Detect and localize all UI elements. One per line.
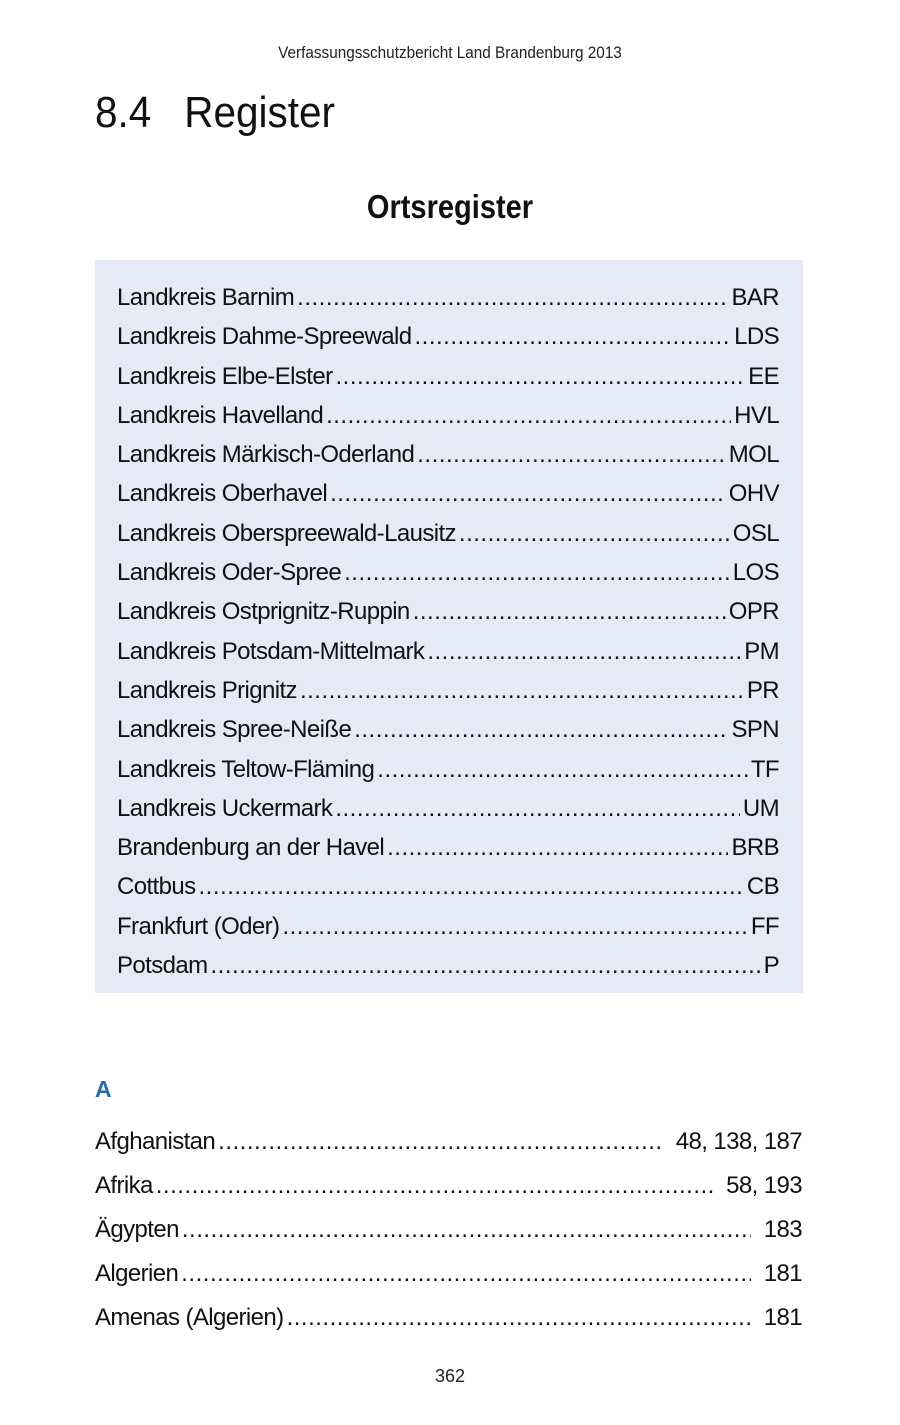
- ort-entry: [117, 592, 779, 631]
- ort-name: Landkreis Spree-Neiße: [117, 716, 352, 744]
- dot-leader: [326, 396, 731, 435]
- ort-abbr: OSL: [732, 519, 779, 547]
- page-number: 362: [434, 1366, 466, 1386]
- index-entry: [95, 1208, 802, 1252]
- index-pages: 181: [763, 1304, 802, 1331]
- dot-leader: [182, 1208, 751, 1252]
- dot-leader: [417, 435, 726, 474]
- ort-abbr: TF: [750, 755, 779, 783]
- dot-leader: [377, 750, 748, 789]
- ort-abbr: PR: [746, 676, 779, 704]
- ort-entry: [117, 946, 779, 985]
- dot-leader: [156, 1164, 713, 1208]
- ort-name: Landkreis Märkisch-Oderland: [117, 441, 415, 469]
- ort-entry: [117, 750, 779, 789]
- ort-name: Landkreis Oberspreewald-Lausitz: [117, 519, 456, 547]
- ort-abbr: BRB: [731, 834, 779, 862]
- dot-leader: [300, 671, 744, 710]
- ort-abbr: EE: [748, 362, 779, 390]
- dot-leader: [387, 828, 728, 867]
- index-entry: [95, 1252, 802, 1296]
- ort-abbr: MOL: [728, 441, 779, 469]
- index-pages: 58, 193: [726, 1172, 802, 1199]
- index-entry: [95, 1120, 802, 1164]
- ortsregister-box: [95, 260, 803, 993]
- dot-leader: [199, 867, 744, 906]
- index-entry: [95, 1296, 802, 1340]
- ort-entry: [117, 553, 779, 592]
- index-list: [95, 1120, 802, 1340]
- ort-entry: [117, 396, 779, 435]
- dot-leader: [413, 592, 726, 631]
- dot-leader: [330, 474, 726, 513]
- ort-abbr: UM: [742, 794, 779, 822]
- ort-entry: [117, 514, 779, 553]
- dot-leader: [335, 789, 740, 828]
- ort-abbr: SPN: [731, 716, 779, 744]
- ort-entry: [117, 632, 779, 671]
- dot-leader: [211, 946, 761, 985]
- ort-entry: [117, 671, 779, 710]
- ort-entry: [117, 867, 779, 906]
- index-entry: [95, 1164, 802, 1208]
- section-number: 8.4: [95, 88, 152, 137]
- ort-abbr: HVL: [734, 401, 779, 429]
- dot-leader: [427, 632, 741, 671]
- ort-name: Cottbus: [117, 873, 196, 901]
- ort-abbr: BAR: [731, 284, 779, 311]
- ort-abbr: LOS: [732, 559, 779, 587]
- index-pages: 183: [763, 1216, 802, 1243]
- index-term: Afrika: [95, 1172, 153, 1199]
- section-heading: [95, 88, 335, 138]
- ort-name: Landkreis Elbe-Elster: [117, 362, 333, 390]
- ort-name: Landkreis Oberhavel: [117, 480, 328, 508]
- index-pages: 48, 138, 187: [675, 1128, 802, 1155]
- ort-entry: [117, 789, 779, 828]
- ort-entry: [117, 907, 779, 946]
- ort-entry: [117, 828, 779, 867]
- dot-leader: [344, 553, 730, 592]
- index-pages: 181: [763, 1260, 802, 1287]
- dot-leader: [336, 357, 746, 396]
- dot-leader: [459, 514, 730, 553]
- ort-name: Landkreis Uckermark: [117, 794, 333, 822]
- index-term: Ägypten: [95, 1216, 179, 1243]
- ort-name: Potsdam: [117, 952, 208, 980]
- ort-abbr: PM: [744, 637, 779, 665]
- ort-entry: [117, 710, 779, 749]
- ort-abbr: CB: [746, 873, 779, 901]
- ort-entry: [117, 278, 779, 317]
- section-title: Register: [184, 88, 335, 137]
- dot-leader: [218, 1120, 663, 1164]
- ort-name: Frankfurt (Oder): [117, 912, 280, 940]
- ort-name: Landkreis Oder-Spree: [117, 559, 342, 587]
- ort-abbr: OHV: [728, 480, 779, 508]
- ort-name: Landkreis Prignitz: [117, 676, 297, 704]
- ort-name: Landkreis Ostprignitz-Ruppin: [117, 598, 410, 626]
- index-term: Algerien: [95, 1260, 179, 1287]
- ort-abbr: FF: [750, 912, 779, 940]
- ort-abbr: LDS: [734, 323, 779, 351]
- ort-name: Landkreis Barnim: [117, 284, 295, 311]
- ort-abbr: OPR: [728, 598, 779, 626]
- ort-name: Landkreis Dahme-Spreewald: [117, 323, 412, 351]
- ort-name: Brandenburg an der Havel: [117, 834, 385, 862]
- dot-leader: [415, 317, 732, 356]
- ortsregister-heading: Ortsregister: [366, 188, 534, 225]
- ort-entry: [117, 357, 779, 396]
- ort-name: Landkreis Teltow-Fläming: [117, 755, 375, 783]
- index-term: Afghanistan: [95, 1128, 216, 1155]
- ort-entry: [117, 435, 779, 474]
- ort-name: Landkreis Havelland: [117, 401, 324, 429]
- dot-leader: [282, 907, 747, 946]
- ort-entry: [117, 317, 779, 356]
- running-header: Verfassungsschutzbericht Land Brandenburg 2013: [278, 43, 622, 62]
- index-term: Amenas (Algerien): [95, 1304, 284, 1331]
- dot-leader: [287, 1296, 751, 1340]
- ort-entry: [117, 474, 779, 513]
- dot-leader: [297, 278, 728, 317]
- ort-abbr: P: [763, 952, 779, 980]
- index-letter-heading: A: [95, 1076, 112, 1102]
- dot-leader: [354, 710, 728, 749]
- ort-name: Landkreis Potsdam-Mittelmark: [117, 637, 425, 665]
- dot-leader: [181, 1252, 750, 1296]
